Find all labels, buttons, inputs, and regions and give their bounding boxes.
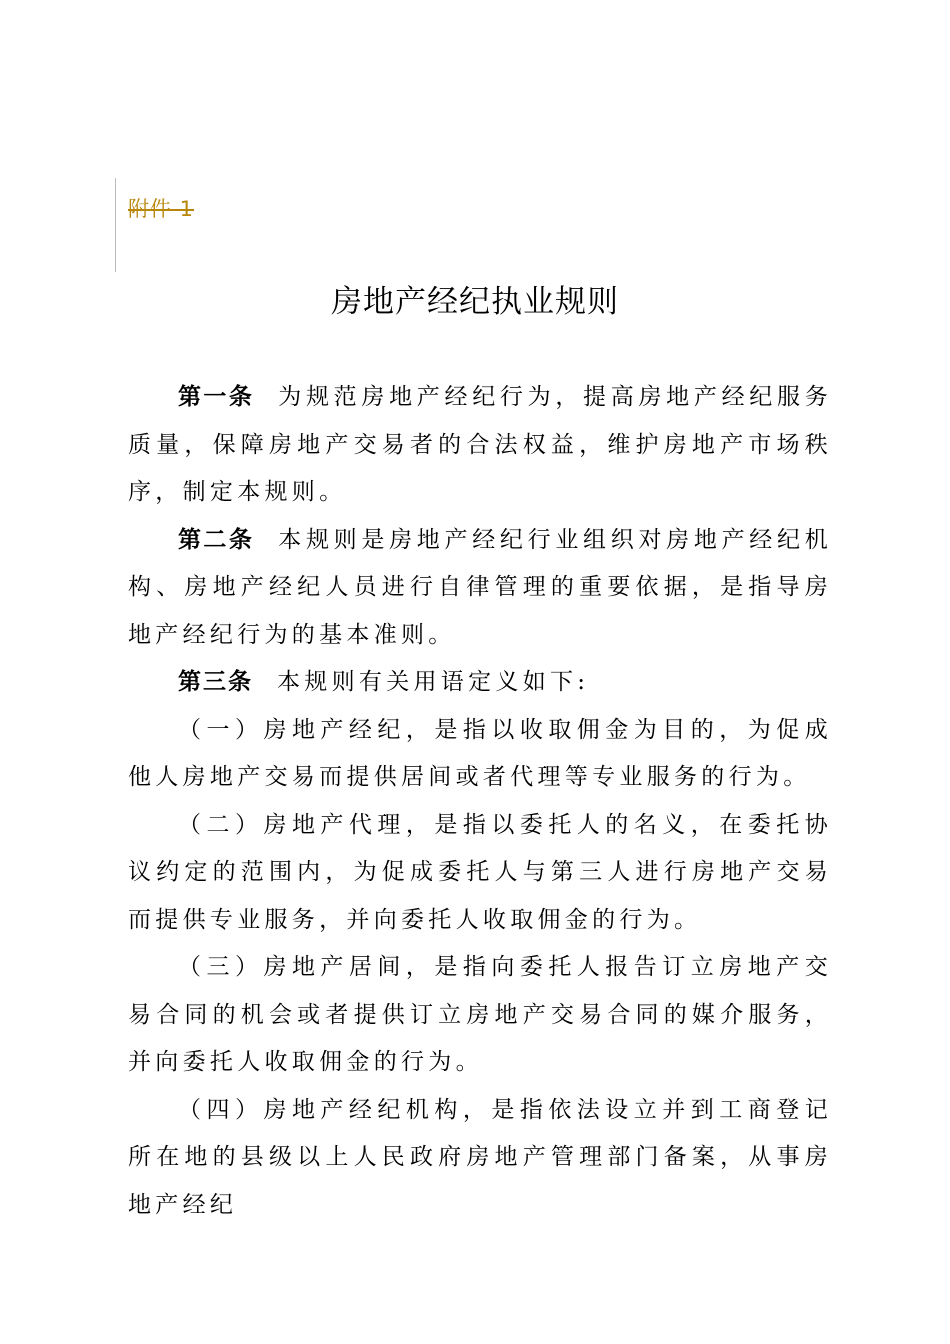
- definition-item: （四）房地产经纪机构，是指依法设立并到工商登记所在地的县级以上人民政府房地产管理部门备案，从事房地产经纪: [128, 1096, 832, 1218]
- definition-item: （二）房地产代理，是指以委托人的名义，在委托协议约定的范围内，为促成委托人与第三人进行房地产交易而提供专业服务，并向委托人收取佣金的行为。: [128, 811, 832, 933]
- margin-change-bar: [115, 178, 116, 272]
- article-label: 第三条: [178, 669, 253, 695]
- article-text: 为规范房地产经纪行为，提高房地产经纪服务质量，保障房地产交易者的合法权益，维护房地产市场秩序，制定本规则。: [128, 384, 833, 505]
- article-2: [128, 517, 832, 660]
- document-body: [128, 374, 832, 1229]
- article-3: [128, 659, 832, 707]
- article-label: 第二条: [178, 526, 255, 553]
- document-title: 房地产经纪执业规则: [331, 284, 619, 320]
- article-1: [128, 374, 832, 517]
- article-text: 本规则有关用语定义如下:: [277, 669, 590, 695]
- article-text: 本规则是房地产经纪行业组织对房地产经纪机构、房地产经纪人员进行自律管理的重要依据，是指导房地产经纪行为的基本准则。: [128, 526, 833, 648]
- definition-item: （三）房地产居间，是指向委托人报告订立房地产交易合同的机会或者提供订立房地产交易合同的媒介服务，并向委托人收取佣金的行为。: [128, 954, 832, 1075]
- article-label: 第一条: [178, 384, 255, 410]
- definition-item: （一）房地产经纪，是指以收取佣金为目的，为促成他人房地产交易而提供居间或者代理等专业服务的行为。: [128, 716, 832, 790]
- attachment-label: 附件 1: [128, 197, 195, 221]
